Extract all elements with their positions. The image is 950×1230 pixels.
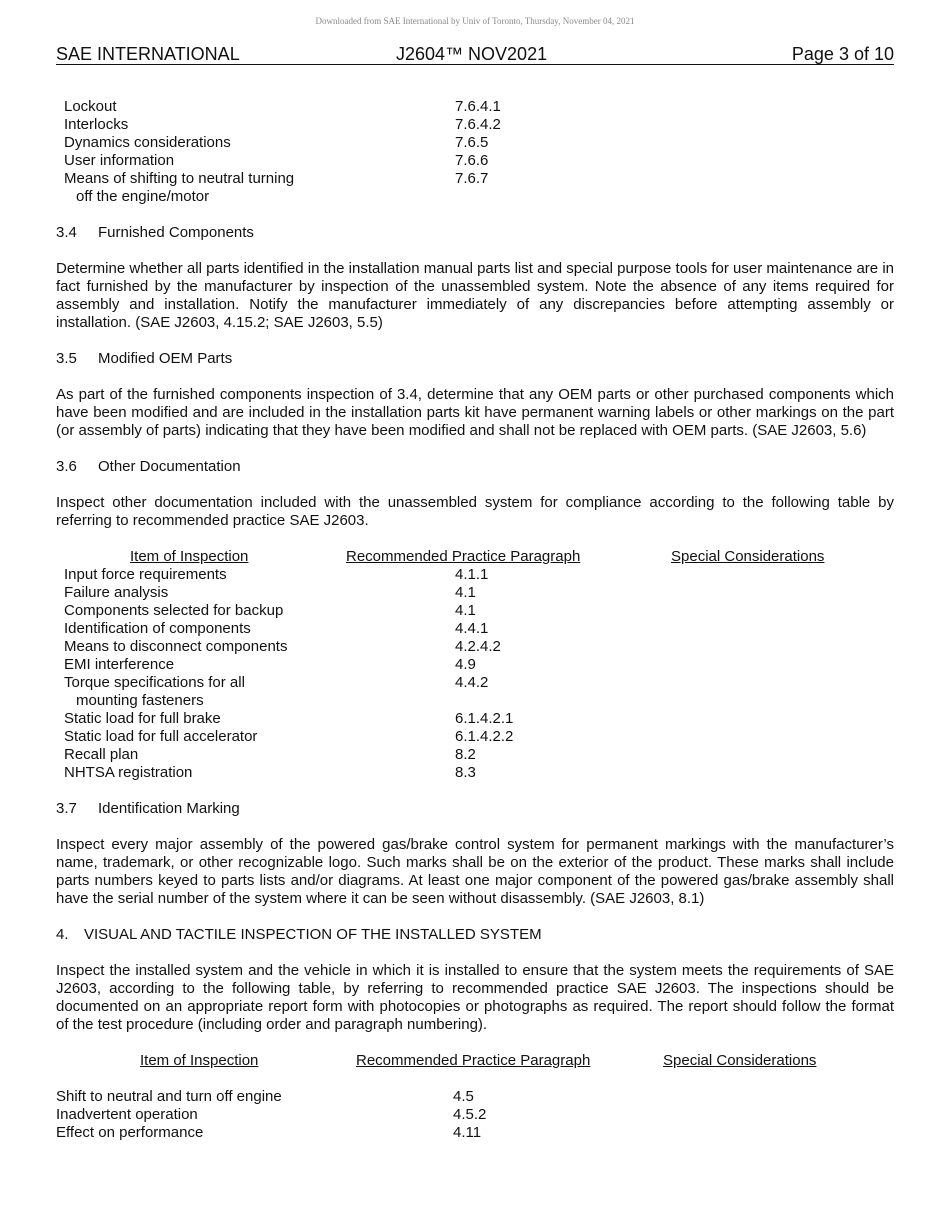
section-heading-3-7 [56, 800, 894, 818]
table-row [56, 1088, 894, 1106]
table-row [56, 656, 894, 674]
row-paragraph: 8.2 [455, 746, 476, 763]
row-item: Means to disconnect components [64, 638, 288, 655]
header-page-number: Page 3 of 10 [791, 44, 894, 64]
section-paragraph: Inspect the installed system and the vehicle in which it is installed to ensure that the system meets the requirements of SAE J2603, according to the following table, by referring to recommended practice SAE J2603. The inspections should be documented on an appropriate report form with photocopies or photographs as required. The report should follow the format of the test procedure (including order and paragraph numbering). [56, 962, 894, 1033]
item-paragraph: 7.6.4.2 [455, 116, 501, 133]
list-item [56, 152, 894, 170]
section-title: Furnished Components [98, 224, 254, 241]
row-item: Torque specifications for all [64, 674, 245, 691]
section-paragraph: Inspect every major assembly of the powered gas/brake control system for permanent markings with the manufacturer’s name, trademark, or other recognizable logo. Such marks shall be on the exterior of the product. These marks shall include parts numbers keyed to parts lists and/or diagrams. At least one major component of the powered gas/brake assembly shall have the serial number of the system where it can be seen without disassembly. (SAE J2603, 8.1) [56, 836, 894, 907]
table-row [56, 1124, 894, 1142]
row-paragraph: 6.1.4.2.2 [455, 728, 514, 745]
row-item: EMI interference [64, 656, 175, 673]
column-header-paragraph: Recommended Practice Paragraph [356, 1052, 591, 1069]
item-label: Means of shifting to neutral turning [64, 170, 295, 187]
row-paragraph: 4.2.4.2 [455, 638, 501, 655]
inspection-table-installed [56, 1088, 894, 1142]
section-title: Other Documentation [98, 458, 241, 475]
row-paragraph: 4.1 [455, 584, 476, 601]
row-item: Input force requirements [64, 566, 227, 583]
section-heading-4 [56, 926, 894, 944]
row-item: Failure analysis [64, 584, 169, 601]
section-number: 4. [56, 926, 69, 943]
table-row [56, 728, 894, 746]
list-item [56, 170, 894, 188]
row-item: NHTSA registration [64, 764, 193, 781]
row-paragraph: 4.5.2 [453, 1106, 487, 1123]
download-note: Downloaded from SAE International by Univ of Toronto, Thursday, November 04, 2021 [315, 16, 635, 26]
row-item: Inadvertent operation [56, 1106, 198, 1123]
row-paragraph: 6.1.4.2.1 [455, 710, 514, 727]
section-number: 3.6 [56, 458, 77, 475]
table-header [56, 548, 894, 566]
table-row-continuation [56, 692, 894, 710]
column-header-paragraph: Recommended Practice Paragraph [346, 548, 581, 565]
item-label: User information [64, 152, 175, 169]
section-heading-3-5 [56, 350, 894, 368]
row-item: Static load for full brake [64, 710, 221, 727]
row-item: mounting fasteners [76, 692, 204, 709]
table-row [56, 566, 894, 584]
list-item [56, 116, 894, 134]
list-item-continuation [56, 188, 894, 206]
section-number: 3.4 [56, 224, 77, 241]
table-row [56, 584, 894, 602]
header-document-id: J2604™ NOV2021 [396, 44, 548, 64]
list-item [56, 134, 894, 152]
row-item: Shift to neutral and turn off engine [56, 1088, 282, 1105]
item-label: Lockout [64, 98, 117, 115]
section-number: 3.5 [56, 350, 77, 367]
header-organization: SAE INTERNATIONAL [56, 44, 240, 64]
table-row [56, 620, 894, 638]
section-paragraph: Determine whether all parts identified in the installation manual parts list and special purpose tools for user maintenance are in fact furnished by the manufacturer by inspection of the unassembled system. Note the absence of any items required for assembly and installation. Notify the manufacturer immediately of any discrepancies before attempting assembly or installation. (SAE J2603, 4.15.2; SAE J2603, 5.5) [56, 260, 894, 331]
table-row [56, 710, 894, 728]
document-body [56, 98, 894, 1142]
section-paragraph: Inspect other documentation included with the unassembled system for compliance according to the following table by referring to recommended practice SAE J2603. [56, 494, 894, 529]
row-paragraph: 4.4.1 [455, 620, 489, 637]
table-row [56, 1106, 894, 1124]
column-header-item: Item of Inspection [140, 1052, 259, 1069]
section-heading-3-4 [56, 224, 894, 242]
item-paragraph: 7.6.4.1 [455, 98, 501, 115]
inspection-table-documentation [56, 566, 894, 782]
item-paragraph: 7.6.5 [455, 134, 489, 151]
item-label: Interlocks [64, 116, 129, 133]
row-item: Static load for full accelerator [64, 728, 258, 745]
section-title: VISUAL AND TACTILE INSPECTION OF THE INSTALLED SYSTEM [84, 926, 542, 943]
table-row [56, 674, 894, 692]
section-title: Modified OEM Parts [98, 350, 233, 367]
row-paragraph: 4.9 [455, 656, 476, 673]
table-row [56, 602, 894, 620]
row-paragraph: 4.4.2 [455, 674, 489, 691]
item-paragraph: 7.6.6 [455, 152, 489, 169]
column-header-special: Special Considerations [663, 1052, 817, 1069]
section-title: Identification Marking [98, 800, 240, 817]
column-header-item: Item of Inspection [130, 548, 249, 565]
row-item: Recall plan [64, 746, 139, 763]
section-number: 3.7 [56, 800, 77, 817]
section-paragraph: As part of the furnished components inspection of 3.4, determine that any OEM parts or other purchased components which have been modified and are included in the installation parts kit have permanent warning labels or other markings on the part (or assembly of parts) indicating that they have been modified and shall not be replaced with OEM parts. (SAE J2603, 5.6) [56, 386, 894, 439]
item-paragraph: 7.6.7 [455, 170, 489, 187]
row-item: Components selected for backup [64, 602, 284, 619]
row-item: Effect on performance [56, 1124, 204, 1141]
top-list [56, 98, 894, 206]
table-row [56, 764, 894, 782]
item-label: Dynamics considerations [64, 134, 231, 151]
section-heading-3-6 [56, 458, 894, 476]
table-row [56, 746, 894, 764]
table-row [56, 638, 894, 656]
row-paragraph: 4.1.1 [455, 566, 489, 583]
row-paragraph: 4.11 [453, 1124, 482, 1141]
table-header [56, 1052, 894, 1070]
row-paragraph: 8.3 [455, 764, 476, 781]
row-item: Identification of components [64, 620, 251, 637]
column-header-special: Special Considerations [671, 548, 825, 565]
item-label: off the engine/motor [76, 188, 210, 205]
row-paragraph: 4.5 [453, 1088, 474, 1105]
row-paragraph: 4.1 [455, 602, 476, 619]
list-item [56, 98, 894, 116]
page-header [56, 44, 894, 65]
